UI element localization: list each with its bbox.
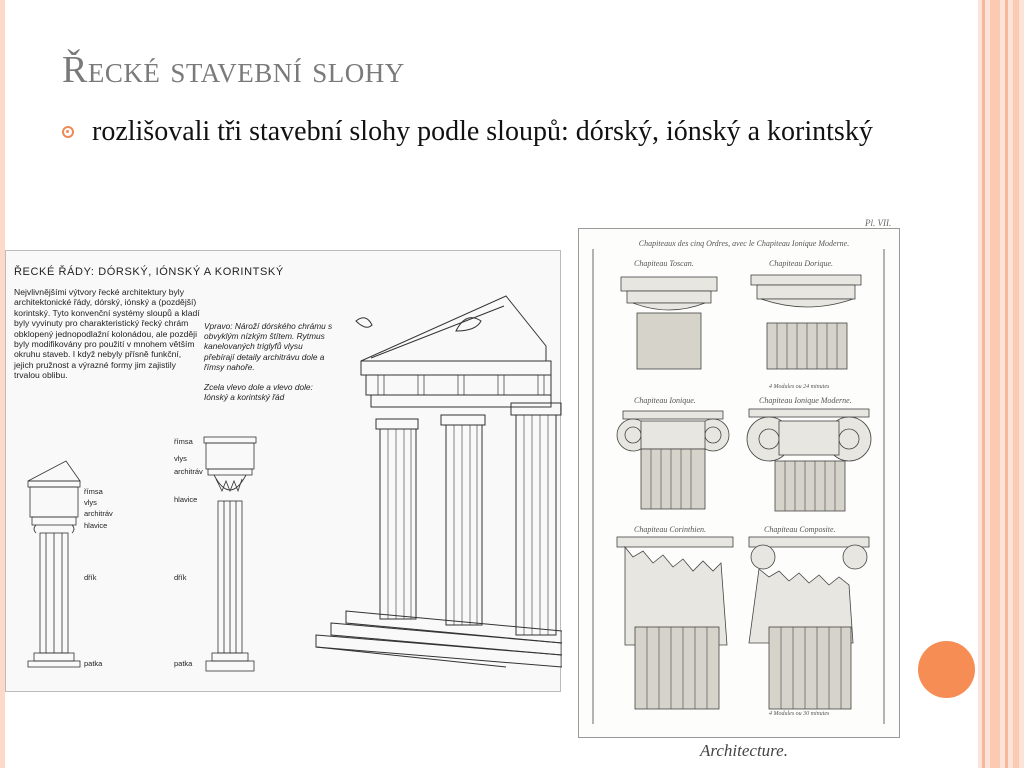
ionic-capital — [617, 411, 729, 509]
label-vlys-ionic: vlys — [84, 498, 97, 507]
capitals-drawing — [579, 229, 899, 737]
doric-temple-drawing — [316, 296, 562, 667]
caption-toscan: Chapiteau Toscan. — [634, 259, 694, 268]
corinthian-order-drawing — [204, 437, 256, 671]
doric-capital — [751, 275, 861, 369]
figure-heading: ŘECKÉ ŘÁDY: DÓRSKÝ, IÓNSKÝ A KORINTSKÝ — [14, 266, 284, 278]
label-rimsa-ionic: římsa — [84, 487, 103, 496]
label-vlys-corinth: vlys — [174, 454, 187, 463]
decorative-stripes — [978, 0, 1024, 768]
caption-dorique: Chapiteau Dorique. — [769, 259, 833, 268]
greek-orders-illustration — [5, 250, 561, 692]
scale-bottom: 4 Modules ou 30 minutes — [769, 711, 830, 717]
composite-capital — [749, 537, 869, 709]
capitals-engraving — [578, 228, 900, 738]
figure-paragraph: Nejvlivnějšími výtvory řecké architektury byly architektonické řády, dórský, iónský a (pozdější) korintský. Tyto konvenční systémy sloupů a kladí byly vyvinuty pro charakteristický řecký chrám obklopený jednopodlažní kolonádou, ale později byly modifikovány pro použití v mnohem větším okruhu staveb. I když nebyly přísně funkční, jejich pružnost a výrazné formy jim zajistily trvalou oblibu. — [14, 287, 200, 381]
corinthian-capital — [617, 537, 733, 709]
label-rimsa-corinth: římsa — [174, 437, 193, 446]
figure-note-right: Vpravo: Nároží dórského chrámu s obvyklým nízkým štítem. Rytmus kanelovaných triglyfů vlysu přebírají detaily architrávu dole a římsy nahoře. — [204, 321, 333, 372]
label-drik-corinth: dřík — [174, 573, 187, 582]
label-architrav-ionic: architráv — [84, 509, 113, 518]
bullet-text: rozlišovali tři stavební slohy podle sloupů: dórský, iónský a korintský — [92, 116, 873, 147]
caption-ionique: Chapiteau Ionique. — [634, 396, 696, 405]
decorative-circle — [918, 641, 975, 698]
plate-number: Pl. VII. — [865, 218, 892, 228]
caption-corinthien: Chapiteau Corinthien. — [634, 525, 706, 534]
tuscan-capital — [621, 277, 717, 369]
label-architrav-corinth: architráv — [174, 467, 203, 476]
engraving-title: Chapiteaux des cinq Ordres, avec le Chapiteau Ionique Moderne. — [638, 239, 850, 248]
scale-top: 4 Modules ou 24 minutes — [769, 384, 830, 390]
bullet-item — [62, 112, 922, 152]
architecture-caption: Architecture. — [700, 741, 788, 760]
ionic-order-drawing — [28, 461, 80, 667]
figure-note-bottom: Zcela vlevo dole a vlevo dole: Iónský a korintský řád — [204, 382, 313, 403]
orders-drawing — [6, 251, 562, 693]
caption-ionique-moderne: Chapiteau Ionique Moderne. — [759, 396, 852, 405]
caption-composite: Chapiteau Composite. — [764, 525, 836, 534]
label-patka-ionic: patka — [84, 659, 103, 668]
label-hlavice-corinth: hlavice — [174, 495, 198, 504]
bullet-icon — [62, 126, 74, 138]
label-hlavice-ionic: hlavice — [84, 521, 108, 530]
label-drik-ionic: dřík — [84, 573, 97, 582]
slide-title: Řecké stavební slohy — [62, 49, 405, 91]
ionic-moderne-capital — [747, 409, 871, 511]
label-patka-corinth: patka — [174, 659, 193, 668]
